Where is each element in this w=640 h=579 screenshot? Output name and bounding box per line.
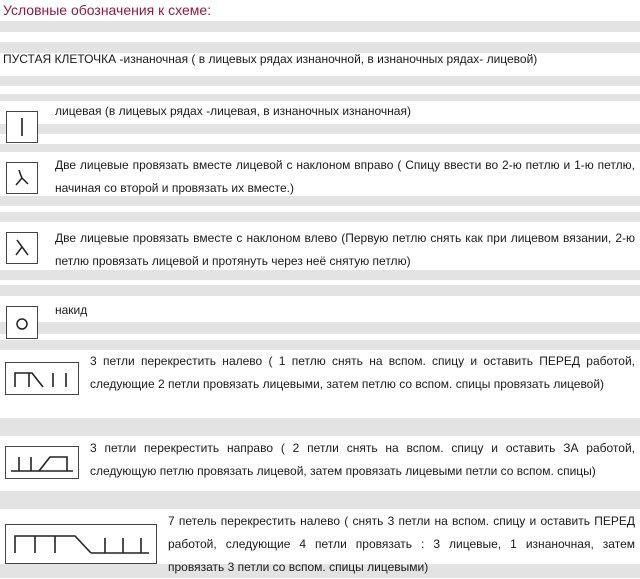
background-band (0, 124, 640, 134)
legend-item-text: Две лицевые провязать вместе лицевой с наклоном вправо ( Спицу ввести во 2-ю петлю и 1-ю петлю, начиная со второй и провязать их вместе.) (55, 158, 635, 195)
legend-item-text: 7 петель перекрестить налево ( снять 3 петли на вспом. спицу и оставить ПЕРЕД работой, следующие 4 петли провязать : 3 лицевые, 1 изнаночная, затем провязать 3 петли со вспом. спицы лицевыми) (168, 514, 635, 574)
legend-item-text: ПУСТАЯ КЛЕТОЧКА -изнаночная ( в лицевых рядах изнаночной, в изнаночных рядах- лицевой) (3, 52, 538, 66)
background-band (0, 212, 640, 222)
right-decrease-icon (7, 163, 37, 193)
vertical-line-icon (7, 112, 37, 142)
legend-symbol-cell (6, 162, 38, 194)
page-title: Условные обозначения к схеме: (3, 2, 212, 18)
cross-left-7-icon (7, 526, 155, 562)
legend-symbol-cell (6, 232, 38, 264)
legend-symbol-cell (6, 111, 38, 143)
background-band (0, 76, 640, 86)
legend-item-text: лицевая (в лицевых рядах -лицевая, в изнаночных изнаночная) (55, 104, 411, 118)
legend-item-text: 3 петли перекрестить налево ( 1 петлю снять на вспом. спицу и оставить ПЕРЕД работой, следующие 2 петли провязать лицевыми, затем петлю со вспом. спицы провязать лицевой) (90, 354, 635, 391)
legend-symbol-cell (5, 524, 157, 564)
legend-symbol-cell (6, 306, 38, 339)
legend-symbol-cell (5, 362, 79, 395)
cross-left-3-icon (7, 364, 77, 394)
background-band (0, 285, 640, 296)
left-decrease-icon (7, 233, 37, 263)
background-band (0, 322, 640, 334)
yarn-over-icon (7, 308, 37, 338)
background-band (0, 21, 640, 32)
cross-right-3-icon (7, 448, 77, 478)
legend-symbol-cell (5, 446, 79, 479)
background-band (0, 340, 640, 350)
legend-item-text: накид (55, 303, 88, 317)
background-band (0, 491, 640, 509)
background-band (0, 144, 640, 152)
legend-item-text: 3 петли перекрестить направо ( 2 петли снять на вспом. спицу и оставить ЗА работой, следующую петлю провязать лицевой, затем провязать лицевыми петли со вспом. спицы) (90, 441, 635, 478)
legend-item-text: Две лицевые провязать вместе с наклоном влево (Первую петлю снять как при лицевом вязании, 2-ю петлю провязать лицевой и протянуть через неё снятую петлю) (55, 231, 635, 268)
background-band (0, 418, 640, 436)
